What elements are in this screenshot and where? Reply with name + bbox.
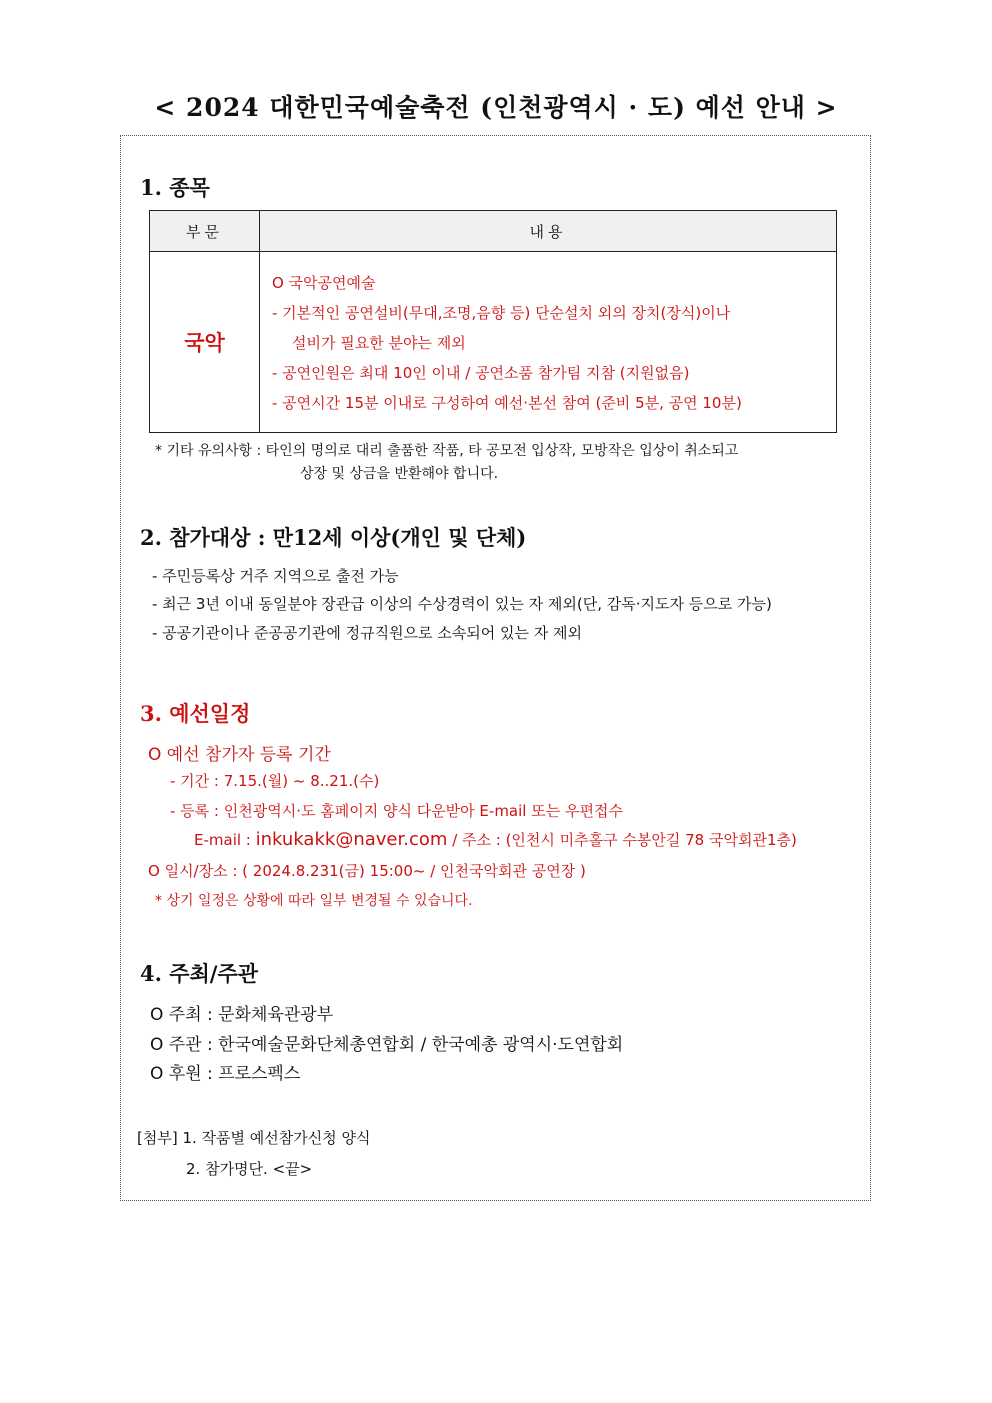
section-4-heading: 4. 주최/주관 (140, 961, 259, 986)
email-address: inkukakk@naver.com (255, 829, 448, 850)
schedule-line: O 예선 참가자 등록 기간 (148, 745, 331, 765)
note-line: 상장 및 상금을 반환해야 합니다. (300, 466, 499, 482)
organizer-line: O 주관 : 한국예술문화단체총연합회 / 한국예총 광역시·도연합회 (150, 1035, 624, 1055)
category-table (149, 210, 837, 433)
section-2-heading: 2. 참가대상 : 만12세 이상(개인 및 단체) (140, 525, 527, 550)
schedule-line: - 등록 : 인천광역시·도 홈페이지 양식 다운받아 E-mail 또는 우편접수 (170, 802, 623, 820)
schedule-note: * 상기 일정은 상황에 따라 일부 변경될 수 있습니다. (155, 893, 473, 909)
email-label: E-mail : (194, 831, 251, 849)
schedule-line: O 일시/장소 : ( 2024.8.231(금) 15:00~ / 인천국악회관 공연장 ) (148, 862, 586, 880)
eligibility-line: - 최근 3년 이내 동일분야 장관급 이상의 수상경력이 있는 자 제외(단, 감독·지도자 등으로 가능) (152, 595, 772, 613)
note-line: * 기타 유의사항 : 타인의 명의로 대리 출품한 작품, 타 공모전 입상작, 모방작은 입상이 취소되고 (155, 443, 739, 459)
table-header-content: 내용 (260, 211, 837, 252)
email-line (194, 829, 797, 850)
schedule-line: - 기간 : 7.15.(월) ~ 8..21.(수) (170, 772, 380, 790)
content-line: O 국악공연예술 (272, 274, 376, 292)
eligibility-line: - 주민등록상 거주 지역으로 출전 가능 (152, 567, 399, 585)
page-title: < 2024 대한민국예술축전 (인천광역시 · 도) 예선 안내 > (154, 93, 838, 122)
section-1-heading: 1. 종목 (140, 175, 210, 200)
content-line: 설비가 필요한 분야는 제외 (292, 334, 466, 352)
address-text: / 주소 : (인천시 미추홀구 수봉안길 78 국악회관1층) (452, 831, 797, 849)
category-cell: 국악 (150, 252, 260, 433)
organizer-line: O 후원 : 프로스펙스 (150, 1064, 301, 1084)
content-line: - 공연인원은 최대 10인 이내 / 공연소품 참가팀 지참 (지원없음) (272, 364, 690, 382)
content-line: - 공연시간 15분 이내로 구성하여 예선·본선 참여 (준비 5분, 공연 10분) (272, 394, 742, 412)
organizer-line: O 주최 : 문화체육관광부 (150, 1005, 334, 1025)
eligibility-line: - 공공기관이나 준공공기관에 정규직원으로 소속되어 있는 자 제외 (152, 624, 583, 642)
table-header-category: 부문 (150, 211, 260, 252)
attachment-line: [첨부] 1. 작품별 예선참가신청 양식 (137, 1129, 371, 1147)
content-line: - 기본적인 공연설비(무대,조명,음향 등) 단순설치 외의 장치(장식)이나 (272, 304, 731, 322)
content-cell (260, 252, 837, 433)
section-3-heading: 3. 예선일정 (140, 701, 251, 726)
attachment-line: 2. 참가명단. <끝> (186, 1160, 313, 1178)
